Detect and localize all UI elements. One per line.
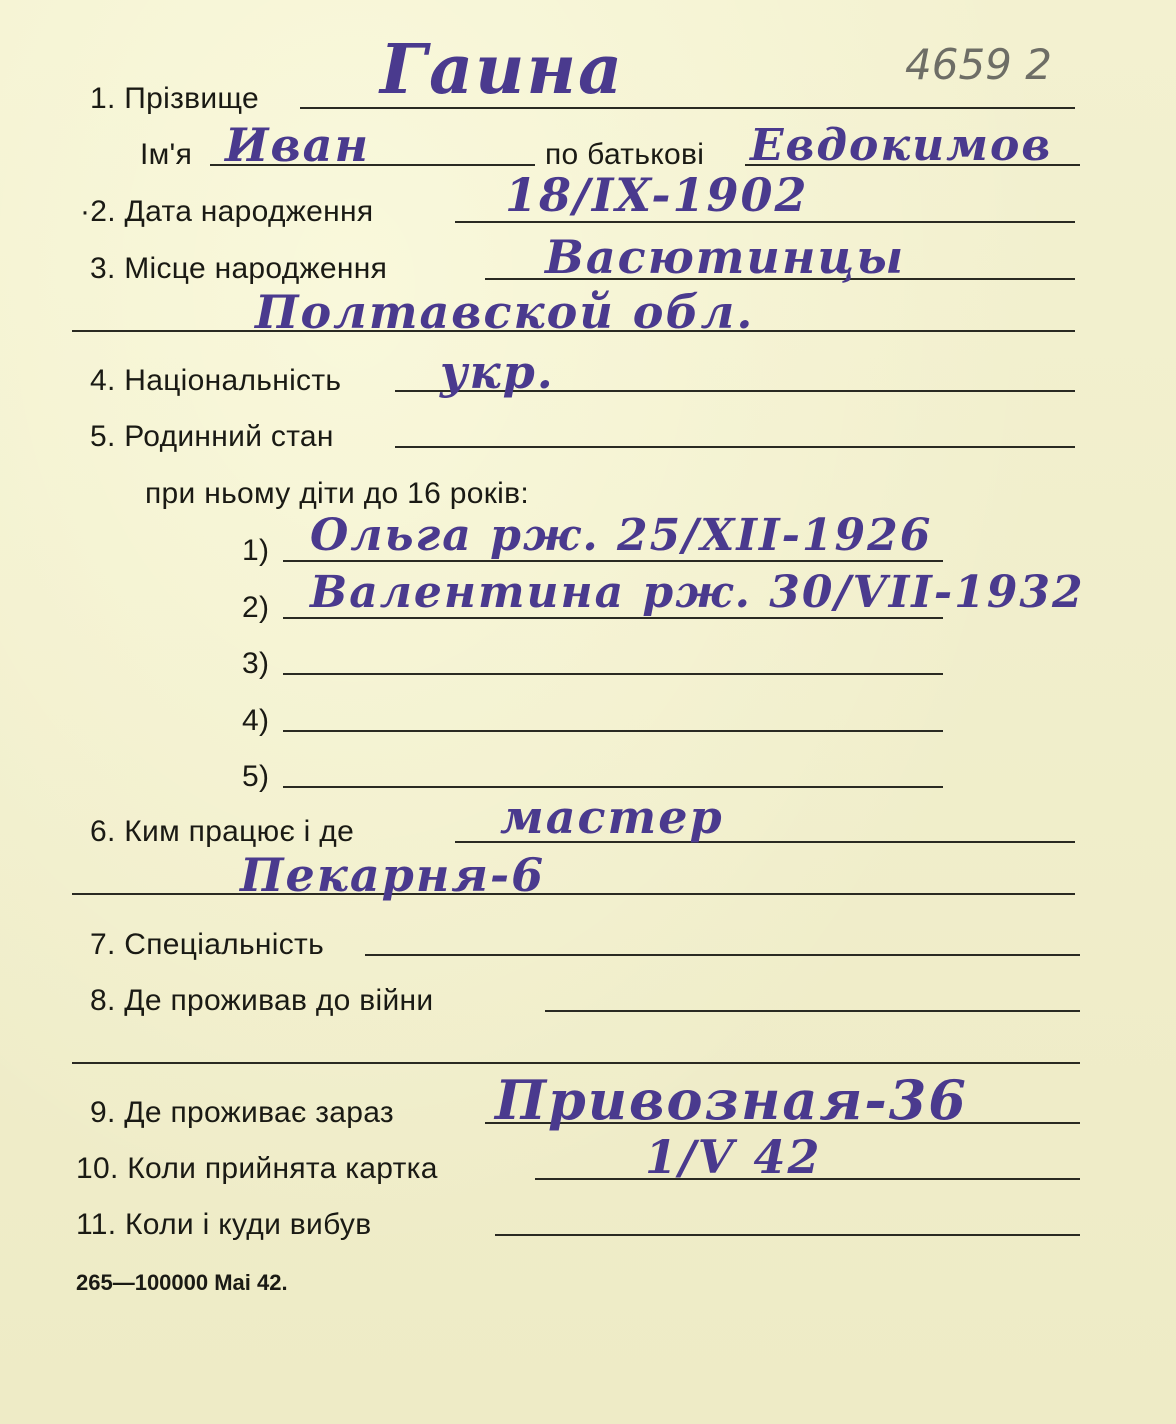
child-4-line: [283, 730, 943, 732]
work-label: 6. Ким працює і де: [90, 815, 355, 848]
marital-label: 5. Родинний стан: [90, 420, 334, 453]
patronymic-label: по батькові: [545, 138, 705, 171]
child-4-label: 4): [242, 704, 270, 737]
marital-line: [395, 446, 1075, 448]
specialty-label: 7. Спеціальність: [90, 928, 325, 961]
nationality-value: укр.: [440, 345, 555, 399]
departure-label: 11. Коли і куди вибув: [76, 1208, 372, 1241]
child-1-value: Ольга рж. 25/XII-1926: [310, 510, 933, 561]
prewar-line-2: [72, 1062, 1080, 1064]
work-value-2: Пекарня-6: [240, 848, 546, 902]
child-2-value: Валентина рж. 30/VII-1932: [310, 567, 1085, 618]
departure-line: [495, 1234, 1080, 1236]
specialty-line: [365, 954, 1080, 956]
birth-place-value-2: Полтавской обл.: [255, 285, 755, 339]
child-3-label: 3): [242, 647, 270, 680]
birth-date-value: 18/IX-1902: [505, 168, 809, 222]
name-value: Иван: [225, 118, 371, 172]
child-1-label: 1): [242, 534, 270, 567]
surname-label: 1. Прізвище: [90, 82, 260, 115]
name-label: Ім'я: [140, 138, 193, 171]
prewar-label: 8. Де проживав до війни: [90, 984, 434, 1017]
children-intro-label: при ньому діти до 16 років:: [145, 477, 529, 510]
card-accepted-label: 10. Коли прийнята картка: [76, 1152, 438, 1185]
birth-place-value: Васютинцы: [545, 230, 906, 284]
patronymic-value: Евдокимов: [750, 120, 1053, 171]
print-run-footer: 265—100000 Mai 42.: [76, 1270, 288, 1295]
current-address-label: 9. Де проживає зараз: [90, 1096, 394, 1129]
prewar-line: [545, 1010, 1080, 1012]
work-line-2: [72, 893, 1075, 895]
work-value: мастер: [500, 790, 724, 844]
child-3-line: [283, 673, 943, 675]
child-2-label: 2): [242, 591, 270, 624]
archive-number: 4659 2: [905, 40, 1052, 89]
birth-date-label: ·2. Дата народження: [80, 195, 374, 228]
current-address-value: Привозная-36: [495, 1068, 968, 1132]
child-5-line: [283, 786, 943, 788]
nationality-label: 4. Національність: [90, 364, 342, 397]
birth-place-label: 3. Місце народження: [90, 252, 388, 285]
child-5-label: 5): [242, 760, 270, 793]
card-accepted-value: 1/V 42: [645, 1130, 822, 1184]
surname-value: Гаина: [380, 30, 625, 110]
